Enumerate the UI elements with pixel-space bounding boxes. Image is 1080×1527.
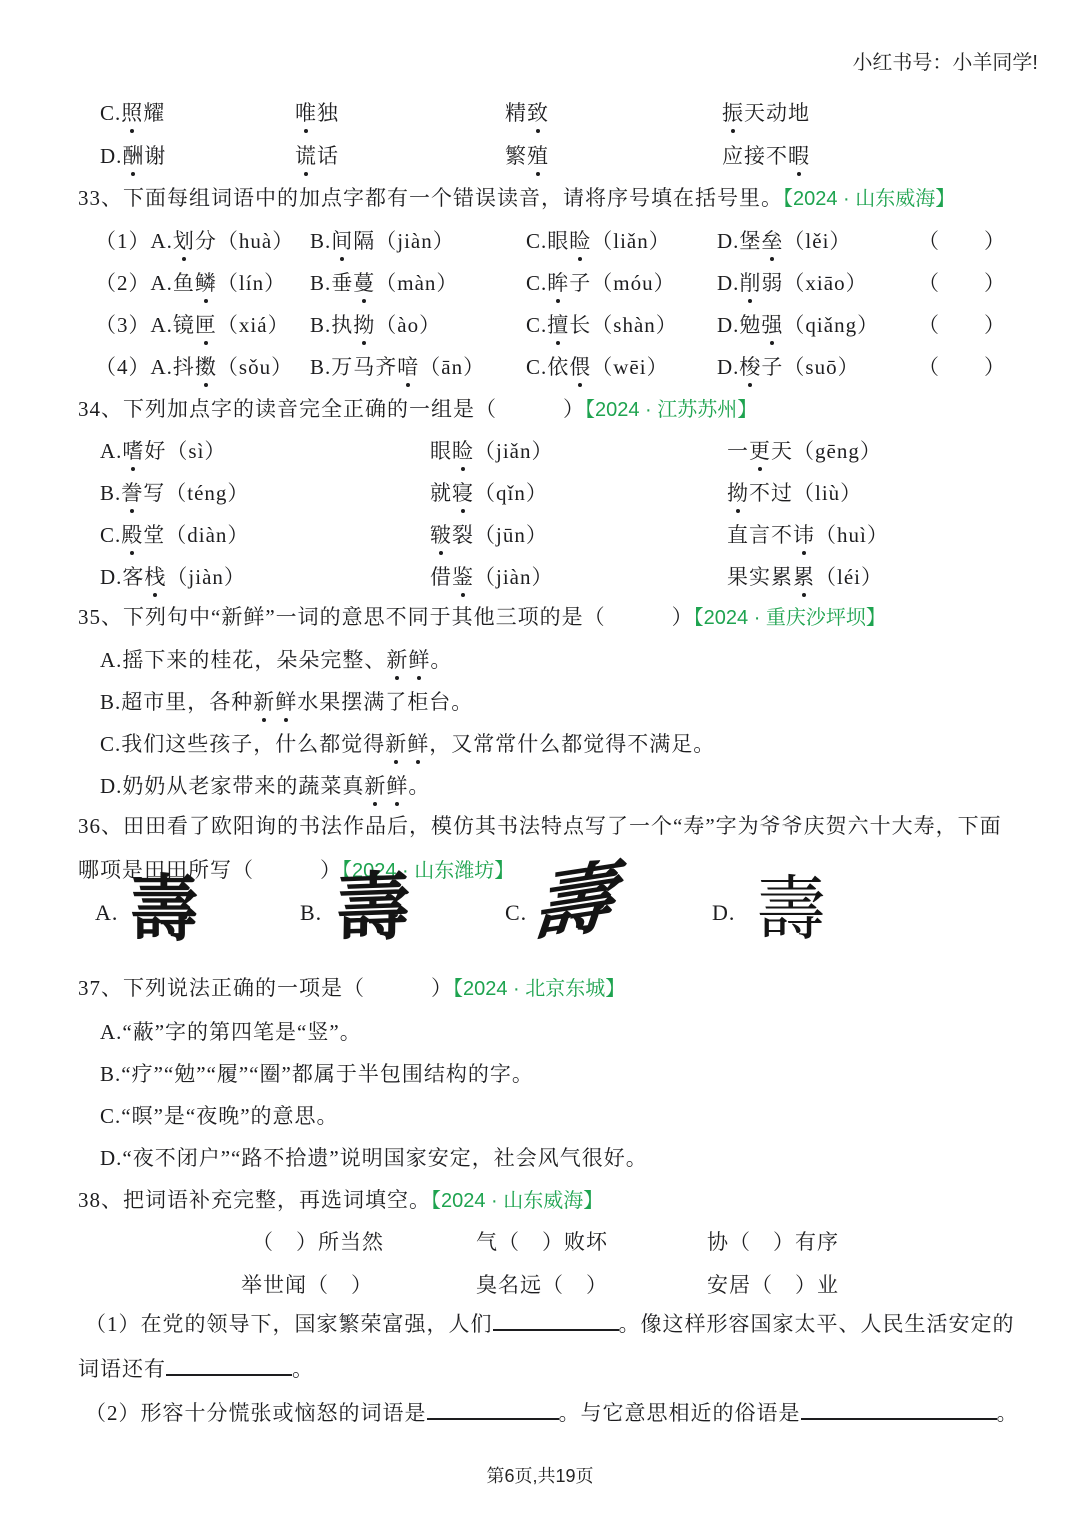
q37-source-tag: 【2024 · 北京东城】 <box>453 978 626 1000</box>
q34-source-tag: 【2024 · 江苏苏州】 <box>585 399 758 421</box>
word-item: D.酬谢 <box>100 144 167 168</box>
word-completion-item: （ ）所当然 <box>252 1230 384 1254</box>
q36-option-c-label: C. <box>505 900 528 925</box>
word-completion-item: 气（ ）败坏 <box>476 1230 608 1254</box>
q33-stem-row <box>78 182 955 212</box>
option-item: D.堡垒（lěi） <box>717 229 852 253</box>
q37-stem-row <box>78 972 625 1002</box>
option-item: 就寝（qǐn） <box>430 481 548 505</box>
q38-sub2-mid: 。与它意思相近的俗语是 <box>558 1401 801 1425</box>
option-item: 一更天（gēng） <box>727 439 882 463</box>
q34-stem-row <box>78 393 757 423</box>
word-completion-item: 协（ ）有序 <box>707 1230 839 1254</box>
q37-option-d: D.“夜不闭户”“路不拾遗”说明国家安定，社会风气很好。 <box>100 1146 648 1170</box>
word-item: 应接不暇 <box>722 144 810 168</box>
q37-option-a: A.“蔽”字的第四笔是“竖”。 <box>100 1020 362 1044</box>
shou-calligraphy-d: 壽 <box>756 872 827 949</box>
q33-stem: 33、下面每组词语中的加点字都有一个错误读音，请将序号填在括号里。 <box>78 186 783 210</box>
option-item: C.眼睑（liǎn） <box>526 229 671 253</box>
word-completion-item: 安居（ ）业 <box>707 1273 839 1297</box>
q36-stem-line1: 36、田田看了欧阳询的书法作品后，模仿其书法特点写了一个“寿”字为爷爷庆贺六十大寿，下面 <box>78 814 1002 838</box>
q35-option-a: A.摇下来的桂花，朵朵完整、新鲜。 <box>100 648 453 672</box>
answer-blank-parens: （ ） <box>918 355 1006 379</box>
q38-sub2-post: 。 <box>996 1401 1019 1425</box>
q38-sub1-line2 <box>78 1353 314 1383</box>
shou-calligraphy-a: 壽 <box>129 870 200 950</box>
option-item: 直言不讳（huì） <box>727 523 889 547</box>
option-item: B.垂蔓（màn） <box>310 271 459 295</box>
word-item: C.照耀 <box>100 101 166 125</box>
fill-in-blank <box>427 1398 559 1420</box>
option-item: D.梭子（suō） <box>717 355 860 379</box>
option-item: 果实累累（léi） <box>727 565 883 589</box>
header-account-label: 小红书号：小羊同学! <box>852 52 1038 74</box>
q38-sub1-line1 <box>85 1308 1015 1338</box>
q38-sub1-line1-pre: （1）在党的领导下，国家繁荣富强，人们 <box>85 1312 493 1336</box>
option-item: D.削弱（xiāo） <box>717 271 868 295</box>
q36-stem-line2: 哪项是田田所写（ ） <box>78 858 342 882</box>
page-number-footer: 第6页,共19页 <box>486 1466 594 1486</box>
option-item: C.擅长（shàn） <box>526 313 678 337</box>
q36-source-tag: 【2024 · 山东潍坊】 <box>342 860 515 882</box>
option-item: B.间隔（jiàn） <box>310 229 455 253</box>
option-item: （3）A.镜匣（xiá） <box>95 313 290 337</box>
word-item: 精致 <box>505 101 549 125</box>
q38-stem: 38、把词语补充完整，再选词填空。 <box>78 1188 431 1212</box>
option-item: （4）A.抖擞（sǒu） <box>95 355 294 379</box>
option-item: B.誊写（téng） <box>100 481 250 505</box>
shou-calligraphy-b: 壽 <box>335 866 412 952</box>
shou-calligraphy-c: 壽 <box>529 853 619 952</box>
word-item: 唯独 <box>295 101 339 125</box>
option-item: C.眸子（móu） <box>526 271 676 295</box>
option-item: B.执拗（ào） <box>310 313 442 337</box>
option-item: C.殿堂（diàn） <box>100 523 250 547</box>
answer-blank-parens: （ ） <box>918 313 1006 337</box>
option-item: （2）A.鱼鳞（lín） <box>95 271 287 295</box>
q37-stem: 37、下列说法正确的一项是（ ） <box>78 976 453 1000</box>
option-item: C.依偎（wēi） <box>526 355 669 379</box>
q36-option-a-label: A. <box>95 900 119 925</box>
option-item: 借鉴（jiàn） <box>430 565 554 589</box>
answer-blank-parens: （ ） <box>918 271 1006 295</box>
option-item: D.客栈（jiàn） <box>100 565 246 589</box>
q34-stem: 34、下列加点字的读音完全正确的一组是（ ） <box>78 397 585 421</box>
q33-source-tag: 【2024 · 山东威海】 <box>783 188 956 210</box>
q35-stem: 35、下列句中“新鲜”一词的意思不同于其他三项的是（ ） <box>78 605 694 629</box>
q35-option-b: B.超市里，各种新鲜水果摆满了柜台。 <box>100 690 474 714</box>
q38-sub1-line1-post: 。像这样形容国家太平、人民生活安定的 <box>618 1312 1015 1336</box>
word-item: 繁殖 <box>505 144 549 168</box>
option-item: （1）A.划分（huà） <box>95 229 295 253</box>
q35-option-d: D.奶奶从老家带来的蔬菜真新鲜。 <box>100 774 431 798</box>
answer-blank-parens: （ ） <box>918 229 1006 253</box>
q36-option-d-label: D. <box>712 900 736 925</box>
fill-in-blank <box>493 1309 619 1331</box>
q38-sub1-line2-pre: 词语还有 <box>78 1357 166 1381</box>
fill-in-blank <box>166 1354 292 1376</box>
q38-source-tag: 【2024 · 山东威海】 <box>431 1190 604 1212</box>
word-completion-item: 举世闻（ ） <box>241 1273 373 1297</box>
q38-stem-row <box>78 1184 603 1214</box>
q37-option-b: B.“疗”“勉”“履”“圈”都属于半包围结构的字。 <box>100 1062 534 1086</box>
q35-source-tag: 【2024 · 重庆沙坪坝】 <box>693 607 886 629</box>
q35-stem-row <box>78 601 886 631</box>
word-item: 振天动地 <box>722 101 810 125</box>
word-item: 谎话 <box>295 144 339 168</box>
option-item: B.万马齐喑（ān） <box>310 355 486 379</box>
q35-option-c: C.我们这些孩子，什么都觉得新鲜，又常常什么都觉得不满足。 <box>100 732 716 756</box>
q38-sub2-line <box>85 1397 1019 1427</box>
word-completion-item: 臭名远（ ） <box>476 1273 608 1297</box>
q36-option-b-label: B. <box>300 900 323 925</box>
q38-sub2-pre: （2）形容十分慌张或恼怒的词语是 <box>85 1401 427 1425</box>
option-item: 眼睑（jiǎn） <box>430 439 554 463</box>
option-item: A.嗜好（sì） <box>100 439 227 463</box>
fill-in-blank <box>801 1398 997 1420</box>
option-item: D.勉强（qiǎng） <box>717 313 880 337</box>
option-item: 拗不过（liù） <box>727 481 863 505</box>
q38-sub1-line2-post: 。 <box>292 1357 314 1381</box>
option-item: 皲裂（jūn） <box>430 523 548 547</box>
q37-option-c: C.“暝”是“夜晚”的意思。 <box>100 1104 339 1128</box>
